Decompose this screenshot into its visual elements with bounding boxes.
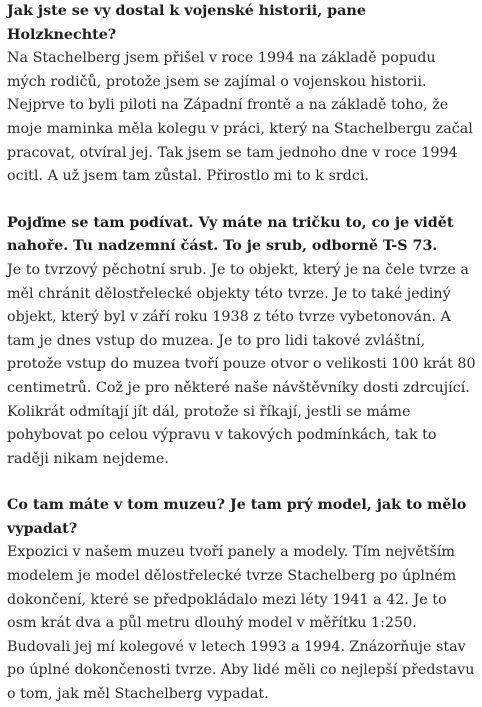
- question-3: Co tam máte v tom muzeu? Je tam prý model, jak to mělo vypadat?: [7, 497, 467, 537]
- answer-2: Je to tvrzový pěchotní srub. Je to objekt, který je na čele tvrze a měl chránit dělostřelecké objekty této tvrze. Je to také jediný objekt, který byl v září roku 1938 z této tvrze vybetonován. A tam je dnes vstup do muzea. Je to pro lidi takové zvláštní, protože vstup do muzea tvoří pouze otvor o velikosti 100 krát 80 centimetrů. Což je pro některé naše návštěvníky dosti zdrcující. Kolikrát odmítají jít dál, protože si říkají, jestli se máme pohybovat po celou výpravu v takových podmínkách, tak to raději nikam nejdeme.: [7, 261, 476, 467]
- answer-3: Expozici v našem muzeu tvoří panely a modely. Tím největším modelem je model dělostřelecké tvrze Stachelberg po úplném dokončení, které se předpokládalo mezi léty 1941 a 42. Je to osm krát dva a půl metru dlouhý model v měřítku 1:250. Budovali jej mí kolegové v letech 1993 a 1994. Znázorňuje stav po úplné dokončenosti tvrze. Aby lidé měli co nejlepší představu o tom, jak měl Stachelberg vypadat.: [7, 544, 475, 703]
- paragraph-gap: [7, 471, 477, 494]
- interview-block-2: [7, 212, 477, 472]
- interview-block-1: [7, 0, 477, 189]
- interview-block-3: [7, 494, 477, 706]
- question-1: Jak jste se vy dostal k vojenské historii, pane Holzknechte?: [7, 3, 366, 43]
- paragraph-gap: [7, 189, 477, 212]
- interview-article: [7, 0, 477, 707]
- answer-1: Na Stachelberg jsem přišel v roce 1994 na základě popudu mých rodičů, protože jsem se zajímal o vojenskou historii. Nejprve to byli piloti na Západní frontě a na základě toho, že moje maminka měla kolegu v práci, který na Stachelbergu začal pracovat, otvíral jej. Tak jsem se tam jednoho dne v roce 1994 ocitl. A už jsem tam zůstal. Přirostlo mi to k srdci.: [7, 50, 473, 185]
- question-2: Pojďme se tam podívat. Vy máte na tričku to, co je vidět nahoře. Tu nadzemní část. To je srub, odborně T-S 73.: [7, 214, 454, 255]
